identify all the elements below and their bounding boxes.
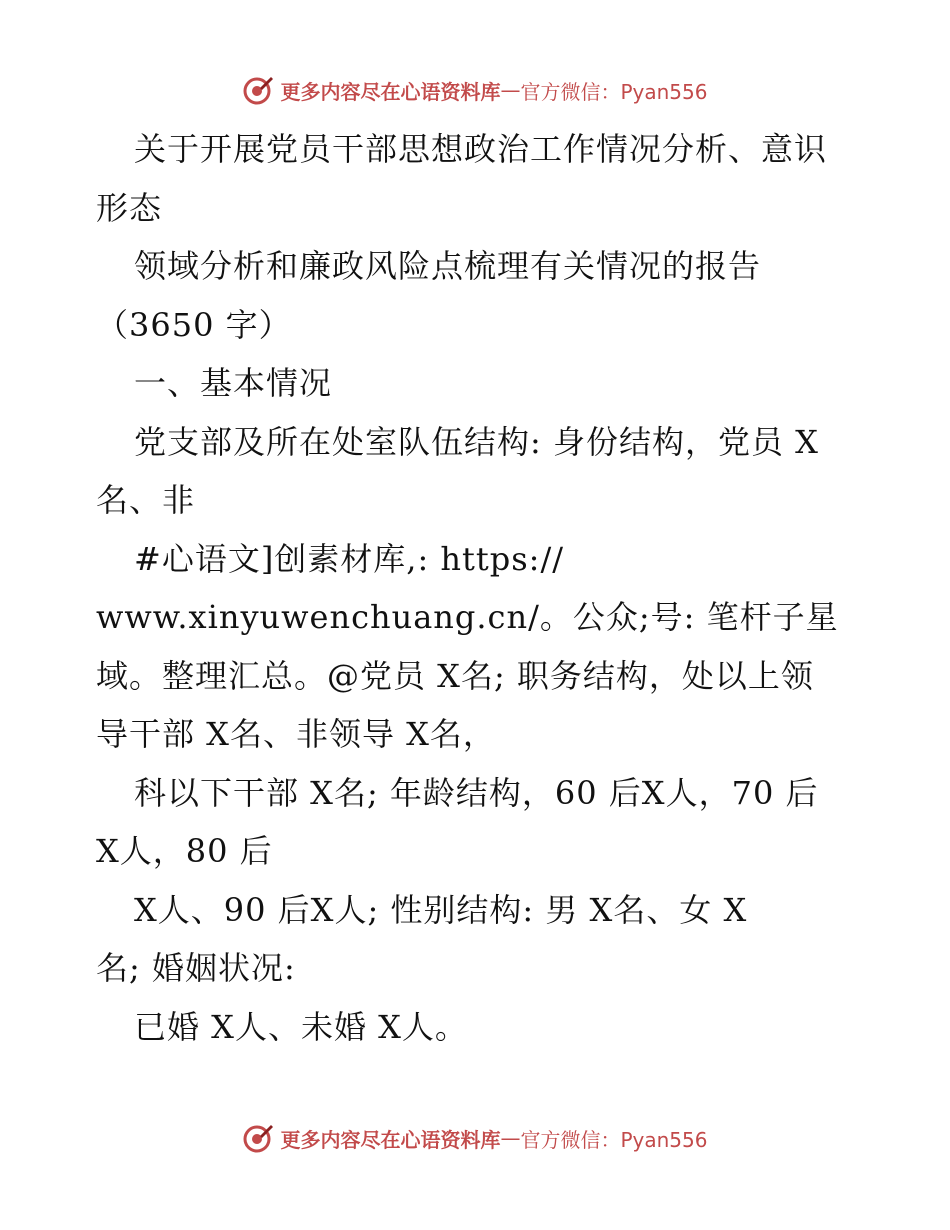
banner-wechat-text: 官方微信：Pyan556 (520, 1127, 708, 1152)
text-line: （3650 字） (96, 305, 292, 344)
document-body (96, 120, 866, 1056)
text-line: 领域分析和廉政风险点梳理有关情况的报告 (134, 247, 762, 285)
banner-main-text: 更多内容尽在心语资料库 (280, 1127, 501, 1152)
text-line: #心语文]创素材库,: https:// (134, 539, 565, 578)
banner-wechat-text: 官方微信：Pyan556 (520, 79, 708, 104)
text-line: 已婚 X人、未婚 X人。 (134, 1007, 468, 1046)
text-line: 名、非 (96, 481, 196, 519)
section-heading: 一、基本情况 (134, 364, 333, 402)
text-line: 导干部 X名、非领导 X名， (96, 715, 496, 753)
text-line: X人、90 后X人; 性别结构: 男 X名、女 X (134, 890, 748, 929)
text-line: www.xinyuwenchuang.cn/。公众;号: 笔杆子星 (96, 598, 839, 636)
banner-separator: — (500, 1126, 521, 1150)
header-banner (0, 70, 950, 110)
text-line: 名; 婚姻状况: (96, 949, 296, 987)
text-line: 科以下干部 X名; 年龄结构，60 后X人，70 后 (134, 773, 819, 812)
text-line: 关于开展党员干部思想政治工作情况分析、意识 (134, 130, 828, 168)
banner-separator: — (500, 78, 521, 102)
footer-banner (0, 1118, 950, 1158)
pen-nib-circle-logo-icon (242, 1122, 274, 1154)
text-line: 域。整理汇总。@党员 X名; 职务结构，处以上领 (96, 656, 814, 695)
text-line: 形态 (96, 188, 163, 227)
text-line: X人，80 后 (96, 832, 273, 870)
pen-nib-circle-logo-icon (242, 74, 274, 106)
text-line: 党支部及所在处室队伍结构: 身份结构，党员 X (134, 422, 819, 461)
banner-main-text: 更多内容尽在心语资料库 (280, 79, 501, 104)
